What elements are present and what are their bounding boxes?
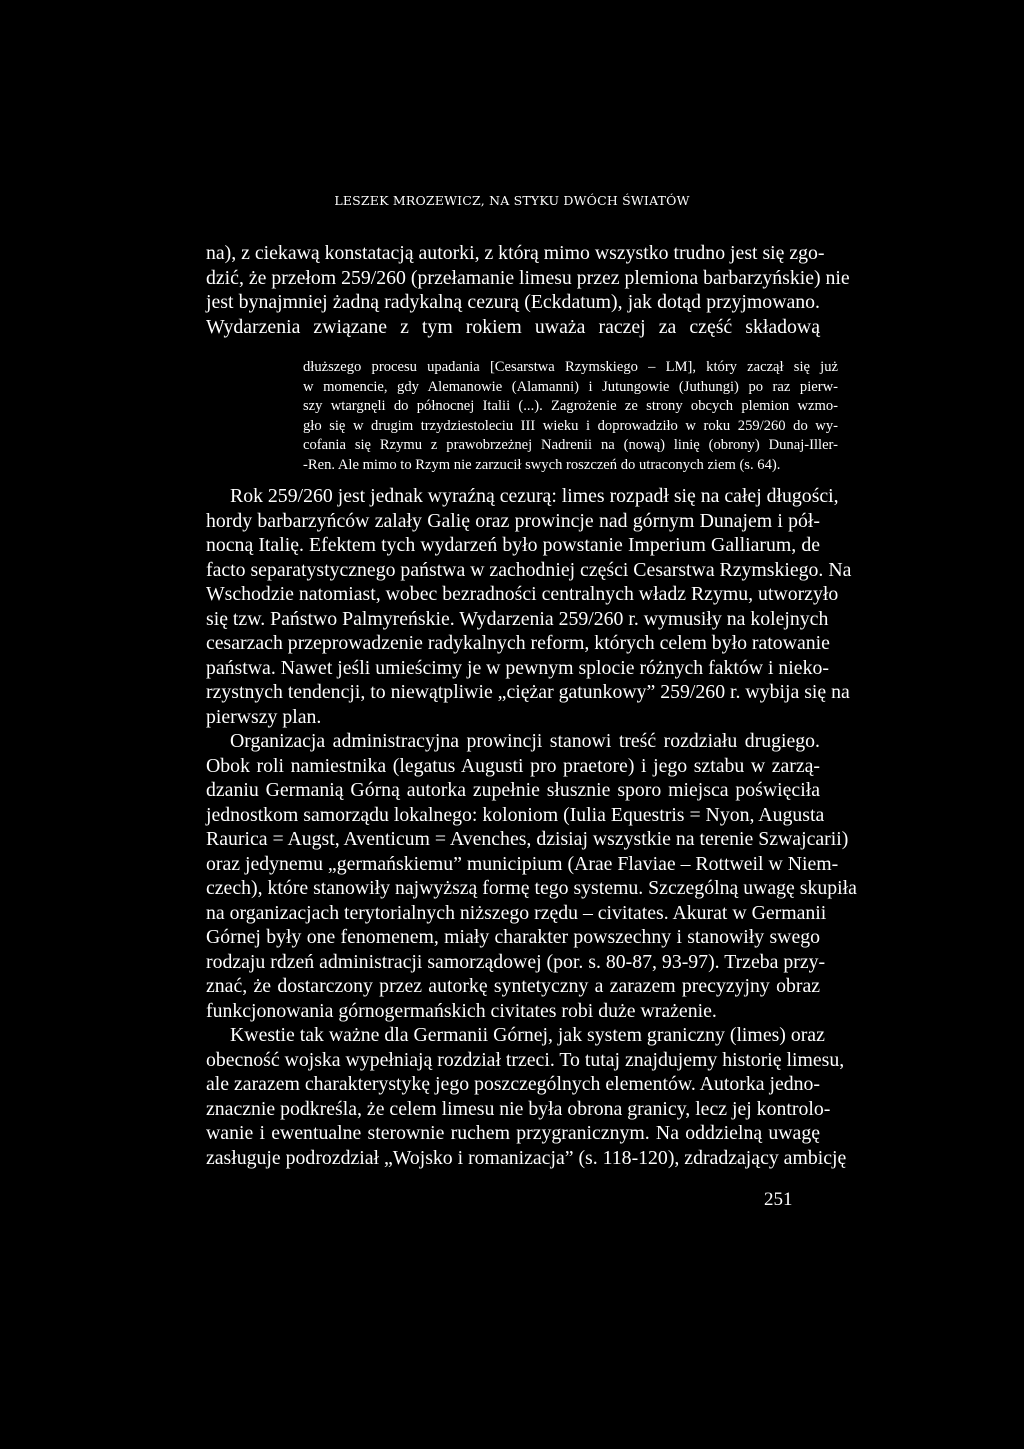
text-line: hordy barbarzyńców zalały Galię oraz prowincje nad górnym Dunajem i pół-: [206, 509, 820, 532]
text-line: obecność wojska wypełniają rozdział trzeci. To tutaj znajdujemy historię limesu,: [206, 1048, 845, 1071]
text-line: Górnej były one fenomenem, miały charakter powszechny i stanowiły swego: [206, 926, 820, 948]
text-line: cesarzach przeprowadzenie radykalnych reform, których celem było ratowanie: [206, 632, 830, 654]
text-line: rzystnych tendencji, to niewątpliwie „ciężar gatunkowy” 259/260 r. wybija się na: [206, 681, 850, 703]
text-line: Raurica = Augst, Aventicum = Avenches, dzisiaj wszystkie na terenie Szwajcarii): [206, 828, 849, 850]
quote-line: w momencie, gdy Alemanowie (Alamanni) i Jutungowie (Juthungi) po raz pierw-: [303, 378, 838, 395]
block-quote: [303, 358, 838, 476]
quote-line: gło się w drugim trzydziestoleciu III wieku i doprowadziło w roku 259/260 do wy-: [303, 417, 838, 434]
text-line: jednostkom samorządu lokalnego: koloniom (Iulia Equestris = Nyon, Augusta: [206, 803, 825, 826]
quote-line: dłuższego procesu upadania [Cesarstwa Rzymskiego – LM], który zaczął się już: [303, 359, 838, 375]
text-line: Wschodzie natomiast, wobec bezradności centralnych władz Rzymu, utworzyło: [206, 583, 839, 605]
text-line: Organizacja administracyjna prowincji stanowi treść rozdziału drugiego.: [230, 730, 820, 752]
text-line: Wydarzenia związane z tym rokiem uważa raczej za część składową: [206, 315, 820, 338]
text-line: zasługuje podrozdział „Wojsko i romanizacja” (s. 118-120), zdradzający ambicję: [206, 1146, 847, 1169]
intro-paragraph: [206, 241, 850, 339]
page-number: 251: [764, 1189, 793, 1210]
text-line: rodzaju rdzeń administracji samorządowej (por. s. 80-87, 93-97). Trzeba przy-: [206, 950, 826, 973]
text-line: znać, że dostarczony przez autorkę syntetyczny a zarazem precyzyjny obraz: [206, 975, 820, 997]
text-line: pierwszy plan.: [206, 705, 322, 728]
text-line: jest bynajmniej żadną radykalną cezurą (Eckdatum), jak dotąd przyjmowano.: [206, 291, 820, 313]
text-line: wanie i ewentualne sterownie ruchem przygranicznym. Na oddzielną uwagę: [206, 1122, 820, 1144]
text-line: Obok roli namiestnika (legatus Augusti pro praetore) i jego sztabu w zarzą-: [206, 754, 820, 777]
text-line: funkcjonowania górnogermańskich civitates robi duże wrażenie.: [206, 999, 717, 1022]
text-line: czech), które stanowiły najwyższą formę tego systemu. Szczególną uwagę skupiła: [206, 877, 857, 899]
main-text: [206, 484, 857, 1170]
text-line: nocną Italię. Efektem tych wydarzeń było powstanie Imperium Galliarum, de: [206, 534, 820, 556]
quote-line: szy wtargnęli do północnej Italii (...). Zagrożenie ze strony obcych plemion wzmo-: [303, 398, 838, 415]
text-line: na), z ciekawą konstatacją autorki, z którą mimo wszystko trudno jest się zgo-: [206, 242, 825, 264]
text-line: się tzw. Państwo Palmyreńskie. Wydarzenia 259/260 r. wymusiły na kolejnych: [206, 607, 829, 630]
text-line: znacznie podkreśla, że celem limesu nie była obrona granicy, lecz jej kontrolo-: [206, 1097, 831, 1120]
paragraph: [206, 484, 852, 729]
text-line: państwa. Nawet jeśli umieścimy je w pewnym splocie różnych faktów i nieko-: [206, 656, 829, 679]
paragraph: [206, 729, 857, 1023]
quote-line: cofania się Rzymu z prawobrzeżnej Nadrenii na (nową) linię (obrony) Dunaj-Iller-: [303, 437, 838, 454]
text-line: Rok 259/260 jest jednak wyraźną cezurą: limes rozpadł się na całej długości,: [230, 485, 839, 507]
text-line: dzić, że przełom 259/260 (przełamanie limesu przez plemiona barbarzyńskie) nie: [206, 266, 850, 289]
text-line: ale zarazem charakterystykę jego poszczególnych elementów. Autorka jedno-: [206, 1073, 820, 1095]
running-header: LESZEK MROZEWICZ, NA STYKU DWÓCH ŚWIATÓW: [334, 193, 690, 208]
text-line: Kwestie tak ważne dla Germanii Górnej, jak system graniczny (limes) oraz: [230, 1024, 825, 1046]
text-line: dzaniu Germanią Górną autorka zupełnie słusznie sporo miejsca poświęciła: [206, 779, 820, 801]
text-line: oraz jedynemu „germańskiemu” municipium (Arae Flaviae – Rottweil w Niem-: [206, 852, 839, 875]
text-line: facto separatystycznego państwa w zachodniej części Cesarstwa Rzymskiego. Na: [206, 558, 852, 581]
quote-line: -Ren. Ale mimo to Rzym nie zarzucił swych roszczeń do utraconych ziem (s. 64).: [303, 456, 781, 473]
text-line: na organizacjach terytorialnych niższego rzędu – civitates. Akurat w Germanii: [206, 901, 827, 924]
paragraph: [206, 1023, 847, 1170]
